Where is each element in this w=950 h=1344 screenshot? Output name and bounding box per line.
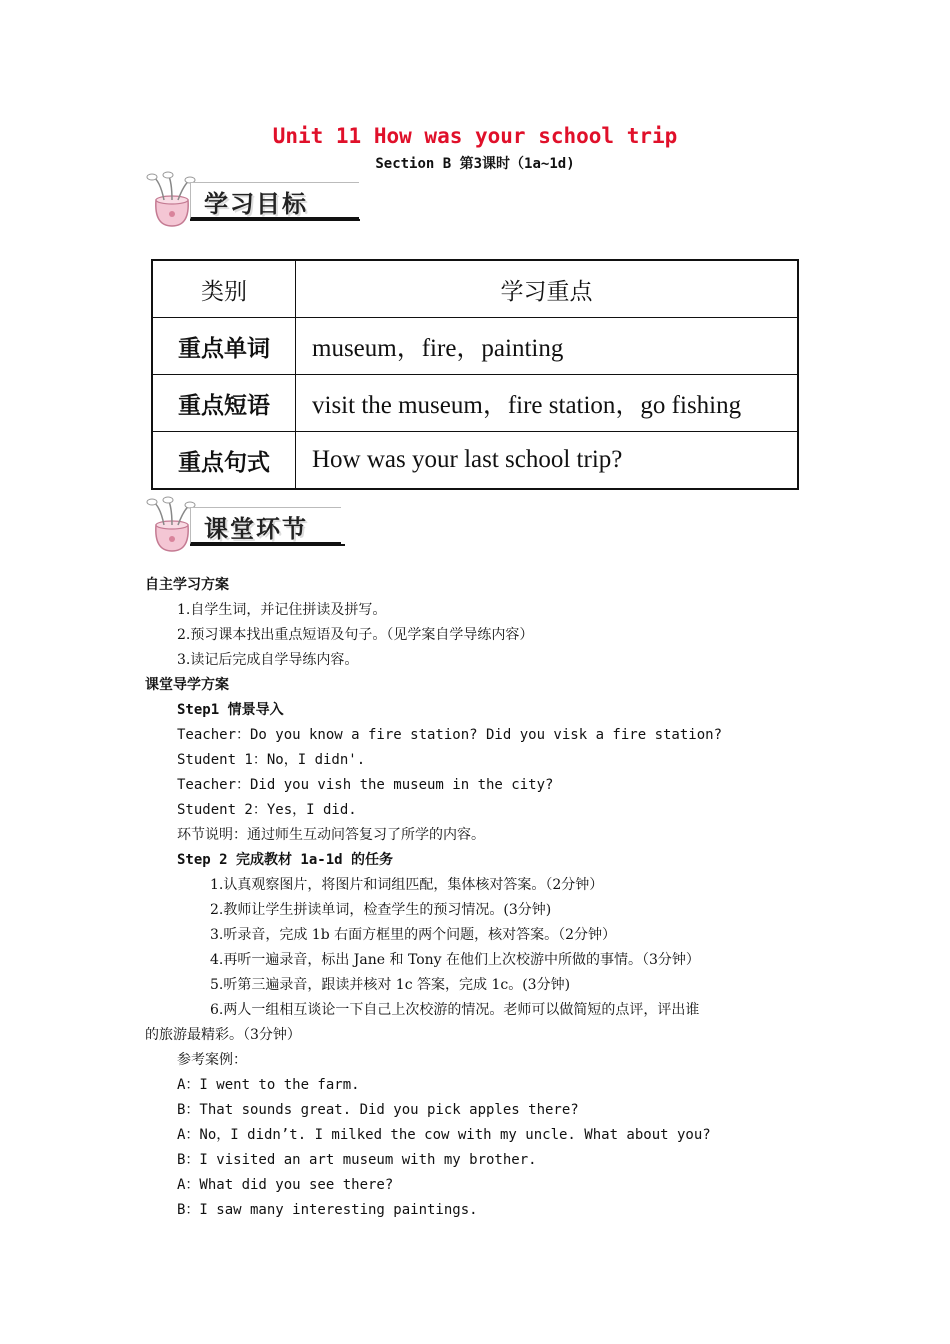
list-item: 1.自学生词，并记住拼读及拼写。	[177, 602, 387, 618]
example-title: 参考案例：	[177, 1052, 247, 1068]
list-item: 4.再听一遍录音，标出 Jane 和 Tony 在他们上次校游中所做的事情。（3分钟）	[210, 952, 700, 968]
step1-note: 环节说明：通过师生互动问答复习了所学的内容。	[177, 827, 485, 843]
self-study-heading: 自主学习方案	[145, 577, 229, 593]
dialogue-line: B：That sounds great. Did you pick apples there?	[177, 1102, 579, 1118]
classroom-banner	[142, 495, 352, 555]
list-item: 6.两人一组相互谈论一下自己上次校游的情况。老师可以做简短的点评，评出谁	[210, 1002, 700, 1018]
dialogue-line: Student 1：No，I didn'.	[177, 752, 366, 768]
table-row	[152, 432, 798, 490]
dialogue-line: Student 2：Yes，I did.	[177, 802, 357, 818]
dialogue-line: A：I went to the farm.	[177, 1077, 360, 1093]
list-item: 2.教师让学生拼读单词，检查学生的预习情况。(3分钟)	[210, 902, 552, 918]
step2-title: Step 2 完成教材 1a-1d 的任务	[177, 852, 394, 868]
list-item: 3.读记后完成自学导练内容。	[177, 652, 359, 668]
row-category: 重点短语	[152, 375, 296, 432]
dialogue-line: Teacher：Did you vish the museum in the city?	[177, 777, 554, 793]
row-category: 重点句式	[152, 432, 296, 490]
list-item: 1.认真观察图片，将图片和词组匹配，集体核对答案。（2分钟）	[210, 877, 604, 893]
dialogue-line: A：What did you see there?	[177, 1177, 394, 1193]
dialogue-line: Teacher：Do you know a fire station? Did you visk a fire station?	[177, 727, 723, 743]
row-value: visit the museum，fire station，go fishing	[296, 375, 799, 432]
page-title: Unit 11 How was your school trip	[272, 124, 678, 148]
list-item: 5.听第三遍录音，跟读并核对 1c 答案，完成 1c。(3分钟)	[210, 977, 571, 993]
column-header-category: 类别	[152, 260, 296, 318]
table-row	[152, 318, 798, 375]
row-value: How was your last school trip?	[296, 432, 799, 490]
class-guide-heading: 课堂导学方案	[145, 677, 229, 693]
list-item-continuation: 的旅游最精彩。（3分钟）	[145, 1027, 301, 1043]
dialogue-line: B：I saw many interesting paintings.	[177, 1202, 478, 1218]
column-header-focus: 学习重点	[296, 260, 799, 318]
list-item: 2.预习课本找出重点短语及句子。（见学案自学导练内容）	[177, 627, 534, 643]
step1-title: Step1 情景导入	[177, 702, 284, 718]
page-subtitle: Section B 第3课时（1a~1d)	[375, 156, 575, 172]
table-row	[152, 375, 798, 432]
list-item: 3.听录音，完成 1b 右面方框里的两个问题，核对答案。（2分钟）	[210, 927, 617, 943]
dialogue-line: A：No，I didn’t. I milked the cow with my uncle. What about you?	[177, 1127, 711, 1143]
classroom-banner-label: 课堂环节	[204, 515, 308, 543]
row-value: museum，fire，painting	[296, 318, 799, 375]
goals-banner	[142, 170, 362, 230]
goals-table	[151, 259, 799, 490]
row-category: 重点单词	[152, 318, 296, 375]
dialogue-line: B：I visited an art museum with my brother.	[177, 1152, 537, 1168]
table-header-row	[152, 260, 798, 318]
goals-banner-label: 学习目标	[204, 190, 308, 218]
